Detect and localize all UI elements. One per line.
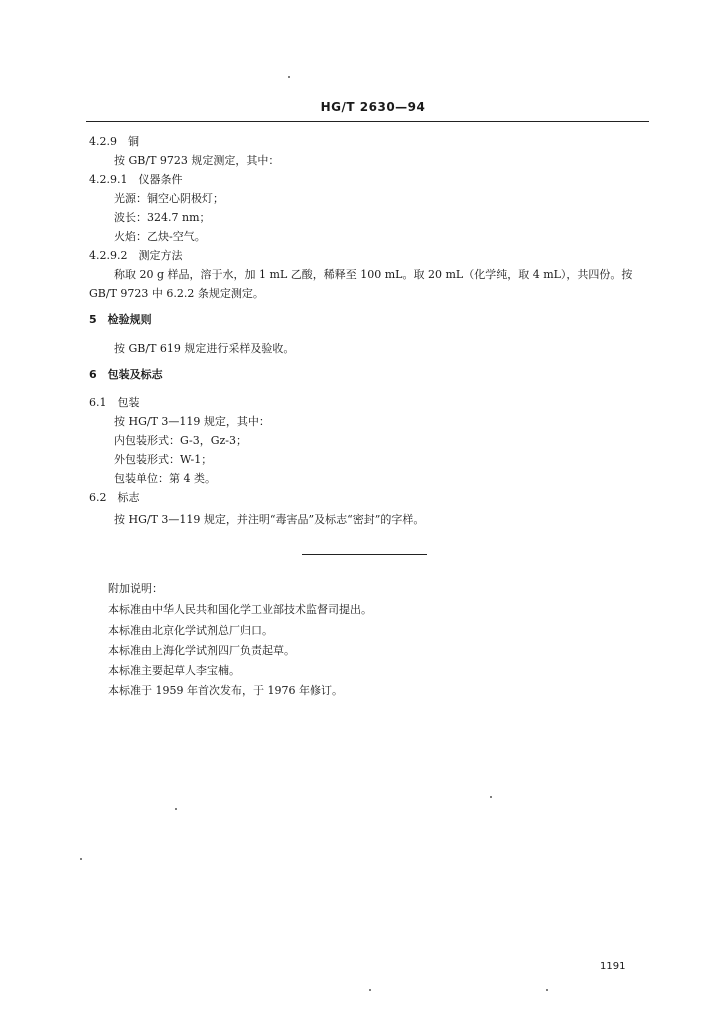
section-heading: 6 包装及标志 [89, 368, 163, 381]
scan-speck [175, 808, 177, 810]
scan-speck [288, 76, 290, 78]
body-text-line: 本标准由中华人民共和国化学工业部技术监督司提出。 [108, 603, 372, 616]
scan-speck [490, 796, 492, 798]
body-text-line: 按 GB/T 9723 规定测定，其中： [114, 154, 280, 167]
body-text-line: 光源：铜空心阴极灯； [114, 192, 224, 205]
subsection-heading: 6.1 包装 [89, 396, 140, 409]
body-text-line: 本标准主要起草人李宝楠。 [108, 664, 240, 677]
body-text-line: 包装单位：第 4 类。 [114, 472, 216, 485]
header-rule [86, 121, 649, 122]
body-text-line: 内包装形式：G-3，Gz-3； [114, 434, 248, 447]
page-number: 1191 [600, 961, 626, 972]
body-text-line: 外包装形式：W-1； [114, 453, 213, 466]
body-text-line: 按 HG/T 3—119 规定，其中： [114, 415, 270, 428]
body-text-line: 本标准由北京化学试剂总厂归口。 [108, 624, 273, 637]
scan-speck [369, 989, 371, 991]
scan-speck [80, 858, 82, 860]
body-text-line: 附加说明： [108, 582, 163, 595]
subsection-heading: 4.2.9.2 测定方法 [89, 249, 183, 262]
subsection-heading: 6.2 标志 [89, 491, 140, 504]
body-text-line: GB/T 9723 中 6.2.2 条规定测定。 [89, 287, 264, 300]
body-text-line: 本标准于 1959 年首次发布，于 1976 年修订。 [108, 684, 343, 697]
section-heading: 5 检验规则 [89, 313, 152, 326]
subsection-heading: 4.2.9.1 仪器条件 [89, 173, 183, 186]
body-text-line: 按 HG/T 3—119 规定，并注明“毒害品”及标志“密封”的字样。 [114, 513, 425, 526]
body-text-line: 波长：324.7 nm； [114, 211, 211, 224]
body-text-line: 本标准由上海化学试剂四厂负责起草。 [108, 644, 295, 657]
section-separator [302, 554, 427, 555]
body-text-line: 称取 20 g 样品，溶于水，加 1 mL 乙酸，稀释至 100 mL。取 20 mL（化学纯，取 4 mL），共四份。按 [114, 268, 633, 281]
body-text-line: 火焰：乙炔-空气。 [114, 230, 206, 243]
scan-speck [546, 989, 548, 991]
page-header: HG/T 2630—94 [320, 100, 426, 114]
subsection-heading: 4.2.9 铜 [89, 135, 139, 148]
body-text-line: 按 GB/T 619 规定进行采样及验收。 [114, 342, 295, 355]
